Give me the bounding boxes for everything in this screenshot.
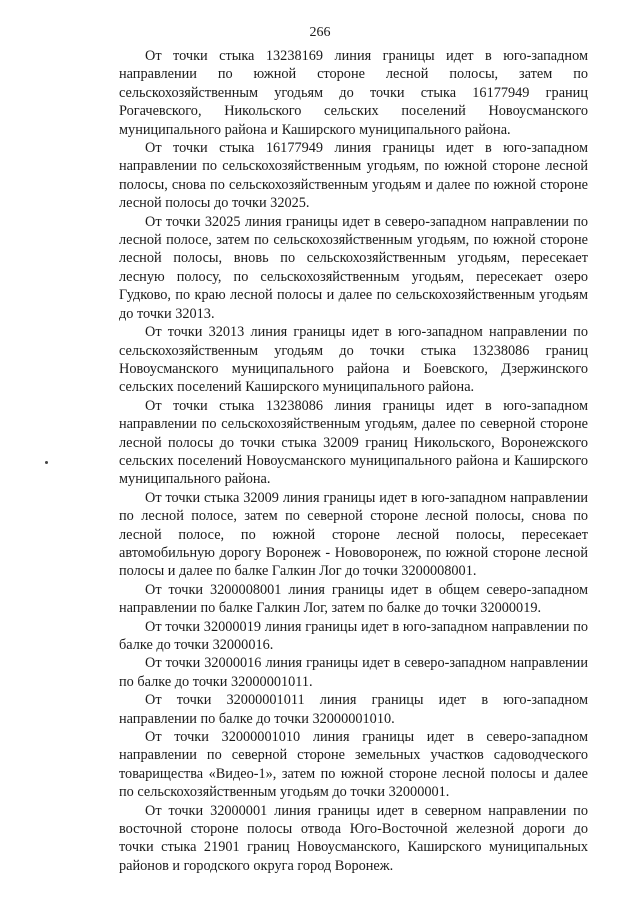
paragraph: От точки 32000019 линия границы идет в юго-западном направлении по балке до точки 32000016. [119,618,588,653]
scan-speck [45,461,48,464]
paragraph: От точки стыка 16177949 линия границы идет в юго-западном направлении по сельскохозяйственным угодьям, по южной стороне лесной полосы, снова по сельскохозяйственным угодьям и далее по южной стороне лесной полосы до точки 32025. [119,140,588,212]
paragraph: От точки 32013 линия границы идет в юго-западном направлении по сельскохозяйственным угодьям до точки стыка 13238086 границ Новоусманского муниципального района и Боевского, Дзержинского сельских поселений Каширского муниципального района. [119,324,588,396]
paragraph: От точки стыка 13238169 линия границы идет в юго-западном направлении по южной стороне лесной полосы, затем по сельскохозяйственным угодьям до точки стыка 16177949 границ Рогачевского, Никольского сельских поселений Новоусманского муниципального района и Каширского муниципального района. [119,48,588,138]
document-body [119,47,588,875]
page-number: 266 [309,25,331,40]
paragraph: От точки 32000001 линия границы идет в северном направлении по восточной стороне полосы отвода Юго-Восточной железной дороги до точки стыка 21901 границ Новоусманского, Каширского муниципальных районов и городского округа город Воронеж. [119,802,588,874]
paragraph: От точки стыка 13238086 линия границы идет в юго-западном направлении по сельскохозяйственным угодьям, далее по северной стороне лесной полосы до точки стыка 32009 границ Никольского, Воронежского сельских поселений Новоусманского муниципального района и Каширского муниципального района. [119,397,588,488]
paragraph: От точки 3200008001 линия границы идет в общем северо-западном направлении по балке Галкин Лог, затем по балке до точки 32000019. [119,581,588,617]
paragraph: От точки 32025 линия границы идет в северо-западном направлении по лесной полосе, затем по сельскохозяйственным угодьям, по южной стороне лесной полосы, вновь по сельскохозяйственным угодьям, пересекает лесную полосу, по сельскохозяйственным угодьям, пересекает озеро Гудково, по краю лесной полосы и далее по сельскохозяйственным угодьям до точки 32013. [119,213,588,322]
paragraph: От точки стыка 32009 линия границы идет в юго-западном направлении по лесной полосе, затем по северной стороне лесной полосы, снова по лесной полосе, по южной стороне лесной полосы, пересекает автомобильную дорогу Воронеж - Нововоронеж, по южной стороне лесной полосы и далее по балке Галкин Лог до точки 3200008001. [119,489,588,580]
paragraph: От точки 32000001010 линия границы идет в северо-западном направлении по северной стороне земельных участков садоводческого товарищества «Видео-1», затем по южной стороне лесной полосы и далее по сельскохозяйственным угодьям до точки 32000001. [119,729,588,801]
paragraph: От точки 32000001011 линия границы идет в юго-западном направлении по балке до точки 32000001010. [119,692,588,727]
paragraph: От точки 32000016 линия границы идет в северо-западном направлении по балке до точки 32000001011. [119,655,588,690]
